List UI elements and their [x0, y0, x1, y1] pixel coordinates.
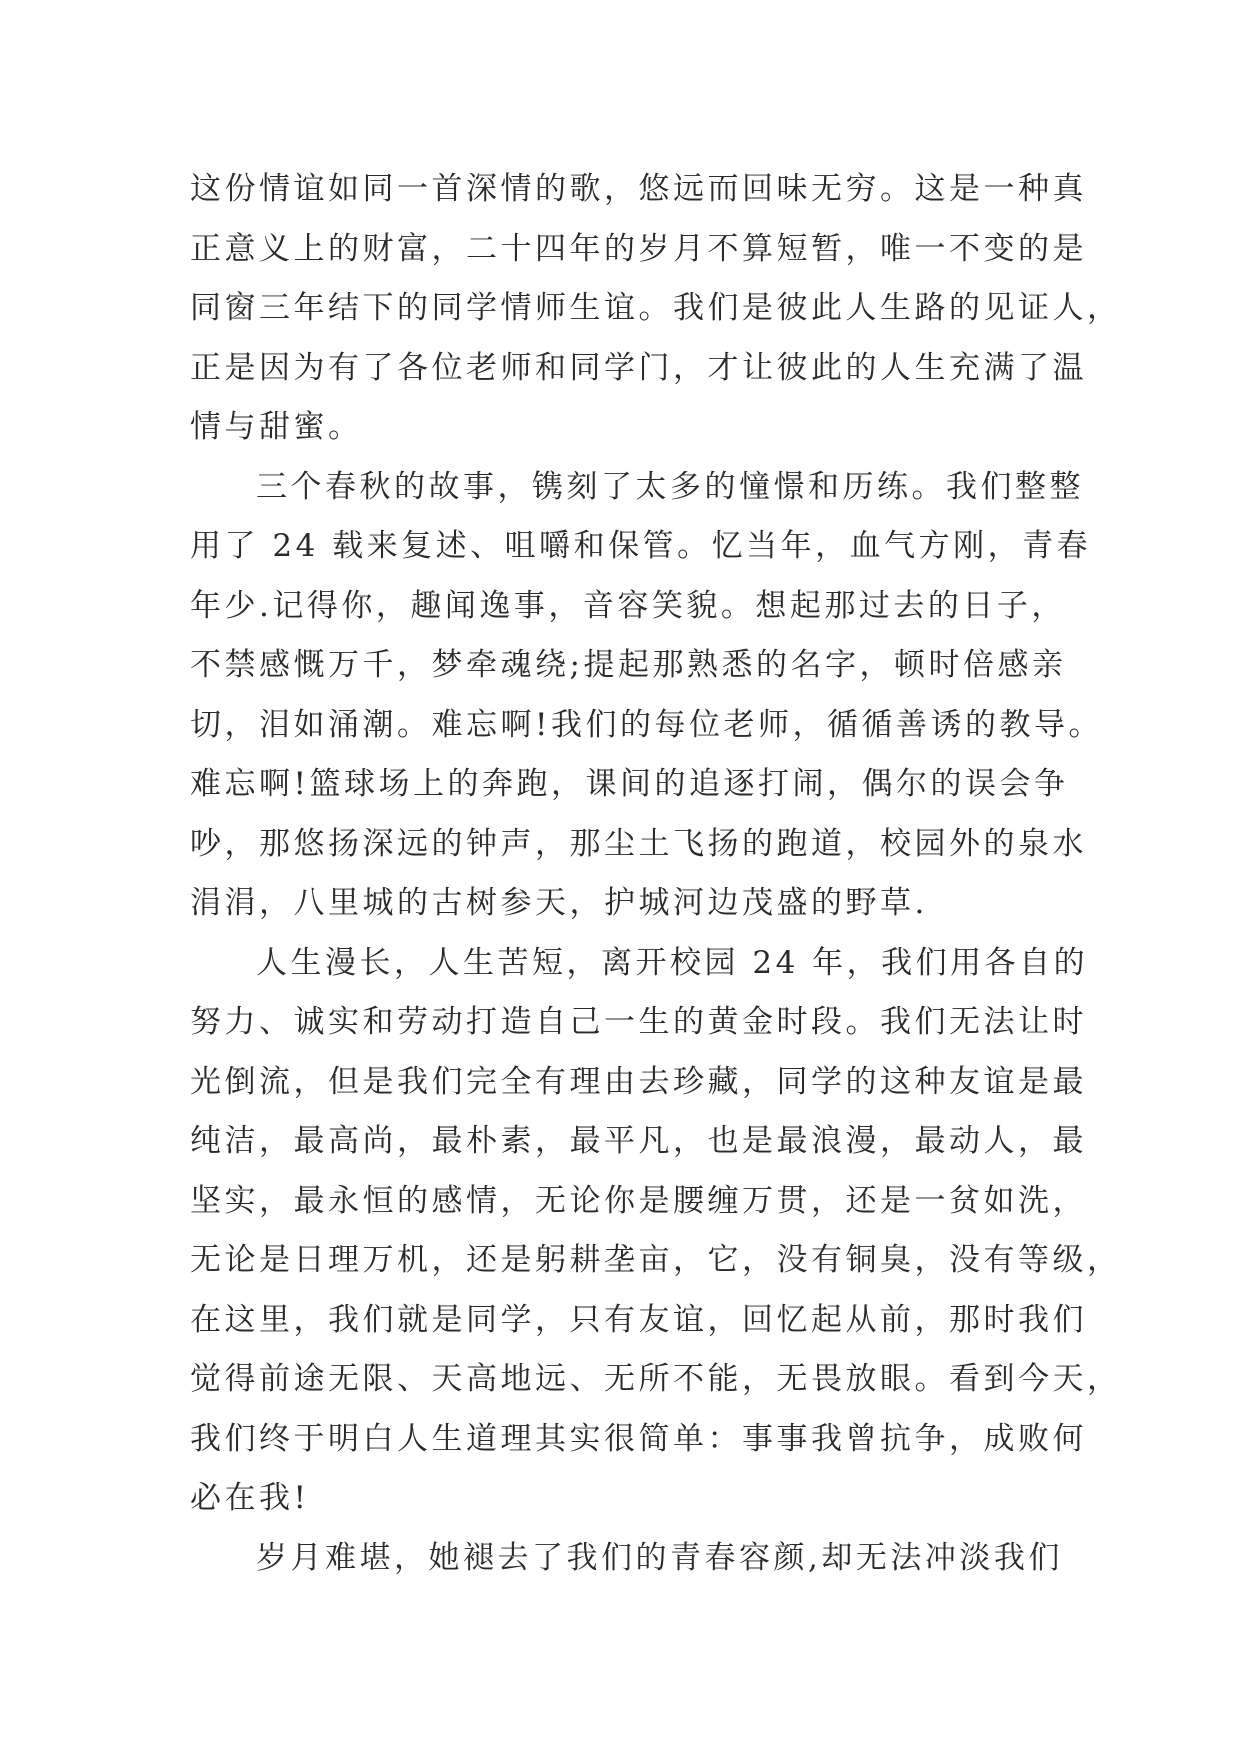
text-line: 难忘啊!篮球场上的奔跑，课间的追逐打闹，偶尔的误会争: [190, 766, 1069, 802]
text-line: 这份情谊如同一首深情的歌，悠远而回味无穷。这是一种真: [190, 171, 1087, 207]
text-line: 正意义上的财富，二十四年的岁月不算短暂，唯一不变的是: [190, 230, 1087, 267]
paragraph-first-line: 人生漫长，人生苦短，离开校园 24 年，我们用各自的: [256, 944, 1089, 981]
text-line: 坚实，最永恒的感情，无论你是腰缠万贯，还是一贫如洗，: [190, 1182, 1087, 1219]
text-line: 年少.记得你，趣闻逸事，音容笑貌。想起那过去的日子，: [190, 587, 1066, 624]
text-line: 觉得前途无限、天高地远、无所不能，无畏放眼。看到今天，: [190, 1361, 1122, 1397]
text-line: 涓涓，八里城的古树参天，护城河边茂盛的野草.: [190, 885, 928, 921]
text-line: 在这里，我们就是同学，只有友谊，回忆起从前，那时我们: [190, 1301, 1087, 1338]
text-line: 无论是日理万机，还是躬耕垄亩，它，没有铜臭，没有等级，: [190, 1242, 1122, 1278]
paragraph-first-line: 三个春秋的故事，镌刻了太多的憧憬和历练。我们整整: [256, 468, 1084, 505]
text-line: 光倒流，但是我们完全有理由去珍藏，同学的这种友谊是最: [190, 1063, 1087, 1100]
text-line: 正是因为有了各位老师和同学门，才让彼此的人生充满了温: [190, 349, 1087, 386]
text-line: 切，泪如涌潮。难忘啊!我们的每位老师，循循善诱的教导。: [190, 706, 1103, 743]
body-text: [190, 160, 1122, 1588]
text-line: 纯洁，最高尚，最朴素，最平凡，也是最浪漫，最动人，最: [190, 1123, 1087, 1159]
text-line: 必在我!: [190, 1480, 310, 1516]
paragraph-first-line: 岁月难堪，她褪去了我们的青春容颜,却无法冲淡我们: [256, 1539, 1063, 1576]
text-line: 同窗三年结下的同学情师生谊。我们是彼此人生路的见证人，: [190, 290, 1122, 326]
text-line: 不禁感慨万千，梦牵魂绕;提起那熟悉的名字，顿时倍感亲: [190, 647, 1067, 683]
text-line: 吵，那悠扬深远的钟声，那尘土飞扬的跑道，校园外的泉水: [190, 825, 1087, 862]
text-line: 用了 24 载来复述、咀嚼和保管。忆当年，血气方刚，青春: [190, 528, 1092, 564]
text-line: 我们终于明白人生道理其实很简单：事事我曾抗争，成败何: [190, 1420, 1087, 1457]
text-line: 情与甜蜜。: [190, 409, 363, 445]
text-line: 努力、诚实和劳动打造自己一生的黄金时段。我们无法让时: [190, 1004, 1087, 1040]
